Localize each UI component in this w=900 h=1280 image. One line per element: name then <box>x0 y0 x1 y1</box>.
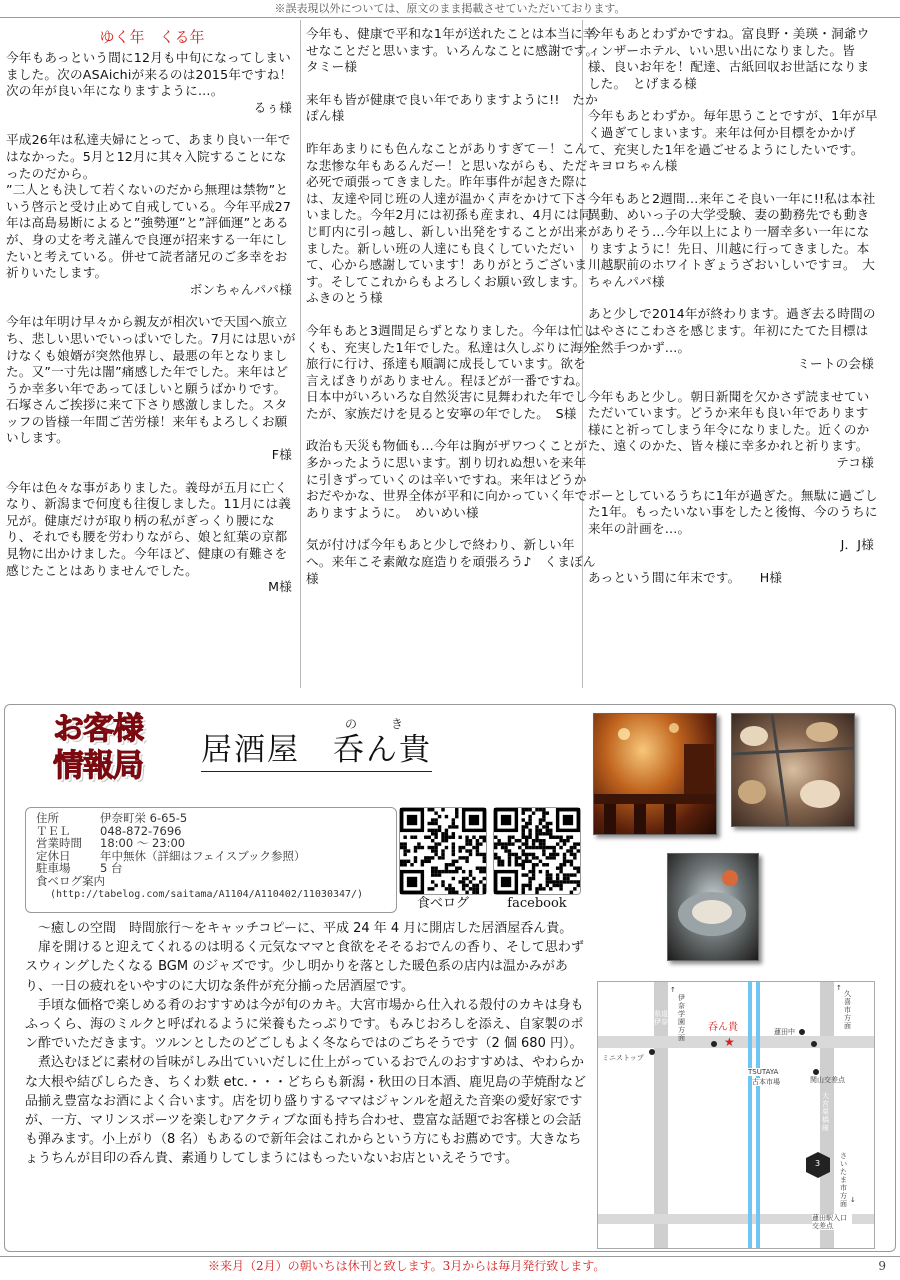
message-signature: タミー様 <box>306 59 358 75</box>
oden-pot-photo <box>731 713 855 827</box>
message-column-2 <box>306 26 598 603</box>
customer-info-logo: お客様 情報局 <box>53 711 143 784</box>
message-signature: キヨロちゃん様 <box>588 158 678 174</box>
message-signature: J．J様 <box>840 537 874 553</box>
article-paragraph: 扉を開けると迎えてくれるのは明るく元気なママと食欲をそそるおでんの香り、そして思わずスウィングしたくなる BGM のジャズです。少し明かりを落とした暖色系の店内は温かみがあり、一日の疲れをいやすのに大切な条件が充分揃った居酒屋です。 <box>25 940 584 994</box>
map-label-ministop: ミニストップ <box>602 1054 644 1062</box>
map-arrow: ↑ <box>836 984 842 992</box>
map-shop-label: 呑ん貴 <box>708 1022 738 1033</box>
map-label-intersection: 関山交差点 <box>810 1076 845 1084</box>
message-signature: テコ様 <box>836 455 874 471</box>
shop-info-box <box>25 807 397 913</box>
map-arrow: ↓ <box>850 1196 856 1204</box>
reader-message: 今年は年明け早々から親友が相次いで天国へ旅立ち、悲しい思いでいっぱいでした。7月には思いがけなくも娘婿が突然他界し、最悪の年となりました。又”一寸先は闇”痛感した年でした。来年はどうか幸多い年であってほしいと願うばかりです。石塚さんご挨拶に来て下さり感激しました。スタッフの皆様一年間ご苦労様！来年もよろしくお願いします。 F様 <box>6 314 298 463</box>
page-number: 9 <box>878 1259 886 1273</box>
reader-message: 来年も皆が健康で良い年でありますように!! たかぽん様 <box>306 91 598 124</box>
reader-message: 昨年あまりにも色んなことがありすぎて－！こんな悲惨な年もあるんだー！と思いながらも、ただ必死で頑張ってきました。昨年事件が起きた際には、友達や同じ班の人達が温かく声をかけて下さいました。今年2月には初孫も産まれ、4月には同じ町内に引っ越し、新しい出発をすることが出来ました。新しい班の人達にも良くしていただいて、心から感謝しています！ありがとうございます。そしてこれからもよろしくお願い致します。 ふきのとう様 <box>306 140 592 306</box>
message-signature: ボンちゃんパパ様 <box>189 281 292 297</box>
info-row: ＴＥＬ 048-872-7696 <box>36 823 182 838</box>
reader-message: 気が付けば今年もあと少しで終わり、新しい年へ。来年こそ素敵な庭造りを頑張ろう♪ くまぼん様 <box>306 537 596 586</box>
message-signature: M様 <box>268 579 292 595</box>
reader-message: あと少しで2014年が終わります。過ぎ去る時間のはやさにこわさを感じます。年初にたてた目標は全然手つかず…。 ミートの会様 <box>588 306 880 372</box>
message-signature: とげまる様 <box>632 75 697 91</box>
map-label-station: 蓮田駅入口交差点 <box>812 1214 852 1230</box>
reader-message: 今年もあとわずかですね。富良野・美瑛・洞爺ウィンザーホテル、いい思い出になりました。皆様、良いお年を！配達、古紙回収お世話になりました。 とげまる様 <box>588 26 870 91</box>
message-signature: めいめい様 <box>414 504 479 520</box>
column-divider <box>300 20 301 688</box>
reader-message: ボーとしているうちに1年が過ぎた。無駄に過ごした1年。もったいない事をしたと後悔、今のうちに来年の計画を…。 J．J様 <box>588 488 880 554</box>
map-shop-star-icon: ★ <box>724 1035 735 1049</box>
info-row: 定休日 年中無休（詳細はフェイスブック参照） <box>36 848 306 863</box>
message-signature: くまぼん様 <box>306 554 596 586</box>
reader-message: 今年もあと3週間足らずとなりました。今年は忙しくも、充実した1年でした。私達は久しぶりに海外旅行に行け、孫達も順調に成長しています。欲を言えばきりがありません。程ほどが一番ですね。日本中がいろいろな自然災害に見舞われた年でしたが、家族だけを見ると安寧の年でした。 S様 <box>306 322 596 421</box>
message-column-1 <box>6 26 298 612</box>
ruby-text: の <box>345 717 358 731</box>
tabelog-qr-code[interactable] <box>399 807 487 895</box>
message-signature: たかぽん様 <box>306 91 598 124</box>
message-signature: 大ちゃんパパ様 <box>588 257 876 289</box>
tabelog-url[interactable]: (http://tabelog.com/saitama/A1104/A110402/11030347/) <box>50 888 364 900</box>
map-label-school: 蓮田中 <box>774 1028 795 1036</box>
qr-label-tabelog: 食べログ <box>416 896 469 911</box>
footer-note: ※来月（2月）の朝いちは休刊と致します。3月からは毎月発行致します。 <box>208 1259 606 1273</box>
message-signature: ふきのとう様 <box>306 290 383 306</box>
section-title: ゆく年 くる年 <box>99 28 205 46</box>
facebook-qr-code[interactable] <box>493 807 581 895</box>
header-note: ※誤表現以外については、原文のまま掲載させていただいております。 <box>0 0 900 18</box>
map-label-market: 古本市場 <box>752 1078 780 1086</box>
message-column-3 <box>588 26 880 603</box>
reader-message: 今年は色々な事がありました。義母が五月に亡くなり、新潟まで何度も往復しました。11月には義兄が。健康だけが取り柄の私がぎっくり腰になり、それでも腰を労わりながら、娘と紅葉の京都見物に出かけました。今年ほど、健康の有難さを感じたことはありませんでした。 M様 <box>6 480 298 596</box>
reader-message: 今年もあとわずか。毎年思うことですが、1年が早く過ぎてしまいます。来年は何か目標をかかげて、充実した1年を過ごせるようにしたいです。 キヨロちゃん様 <box>588 108 878 174</box>
message-signature: るぅ様 <box>253 99 292 115</box>
map-road-label: 県道伊奈 <box>654 1010 668 1026</box>
map-direction-label: 伊奈学園方面 <box>678 994 685 1042</box>
map-road-label: 大宮栗橋線 <box>822 1092 829 1132</box>
article-paragraph: ～癒しの空間 時間旅行～をキャッチコピーに、平成 24 年 4 月に開店した居酒屋呑ん貴。 <box>38 921 573 936</box>
shop-article <box>25 919 591 1169</box>
reader-message: 政治も天災も物価も…今年は胸がザワつくことが多かったように思います。割り切れぬ想いを来年に引きずっていくのは辛いですね。来年はどうかおだやかな、世界全体が平和に向かっていく年でありますように。 めいめい様 <box>306 438 588 520</box>
map-direction-label: さいたま市方面 <box>840 1152 847 1208</box>
info-row: 住所 伊奈町栄 6-65-5 <box>36 811 188 825</box>
customer-info-feature <box>4 704 896 1252</box>
map-direction-label: 久喜市方面 <box>844 990 851 1030</box>
article-paragraph: 煮込むほどに素材の旨味がしみ出ていいだしに仕上がっているおでんのおすすめは、やわらかな大根や結びしらたき、ちくわ麩 etc.・・・どちらも新潟・秋田の日本酒、鹿児島の芋焼酎など品揃え豊富なお酒によく合います。店を切り盛りするママはジャンルを超えた音楽の愛好家ですが、一方、マリンスポーツを楽しむアクティブな面も持ち合わせ、豊富な話題でお客様との会話も弾みます。小上がり（8 名）もあるので新年会はこれからという方にもお薦めです。大きなちょうちんが目印の呑ん貴、素通りしてしまうにはもったいないお店といえそうです。 <box>25 1055 586 1167</box>
reader-message: 今年もあと少し。朝日新聞を欠かさず読ませていただいています。どうか来年も良い年であります様にと祈ってしまう年令になりました。近くのかた、遠くのかた、皆々様に幸多かれと祈ります。 テコ様 <box>588 389 880 472</box>
info-row: 駐車場 5 台 <box>36 861 123 876</box>
map-label-tsutaya: TSUTAYA <box>748 1068 779 1076</box>
info-row: 食ベログ案内 <box>36 873 105 888</box>
ruby-text: き <box>391 717 404 731</box>
oyster-photo <box>667 853 759 961</box>
reader-message: 今年も、健康で平和な1年が送れたことは本当に幸せなことだと思います。いろんなことに感謝です。 タミー様 <box>306 26 596 75</box>
reader-message: あっという間に年末です。 H様 <box>588 570 783 586</box>
message-signature: F様 <box>271 447 292 463</box>
article-paragraph: 手頃な価格で楽しめる肴のおすすめは今が旬のカキ。大宮市場から仕入れる殻付のカキは身もふっくら、海のミルクと呼ばれるように栄養もたっぷりです。もみじおろしを添え、自家製のポン酢でいただきます。ツルンとしたのどごしもよく冬ならではのごちそうです（2 個 680 円）。 <box>25 997 584 1052</box>
shop-name: 居酒屋 呑ん貴 <box>201 731 432 772</box>
message-signature: ミートの会様 <box>797 356 874 372</box>
message-signature: S様 <box>555 405 577 421</box>
bar-interior-photo <box>593 713 717 835</box>
info-row: 営業時間 18:00 ～ 23:00 <box>36 836 186 851</box>
reader-message: 今年もあと2週間…来年こそ良い一年に!!私は本社異動、めいっ子の大学受験、妻の勤務先でも動きがありそう…今年以上により一層幸多い一年になりますように！先日、川越に行ってきました。本川越駅前のホワイトぎょうざおいしいですヨ。 大ちゃんパパ様 <box>588 190 876 289</box>
reader-message: 今年もあっという間に12月も中旬になってしまいました。次のASAichiが来るのは2015年ですね！次の年が良い年になりますように…。 るぅ様 <box>6 50 298 116</box>
route-number-icon: 3 <box>815 1159 821 1168</box>
reader-message: 平成26年は私達夫婦にとって、あまり良い一年ではなかった。5月と12月に其々入院することになったのだから。 ”二人とも決して若くないのだから無理は禁物”という啓示と受け止めて自戒している。今年平成27年は高島易断によると”強勢運”と”評価運”とあるが、身の丈を考え謹んで良運が招来する一年にしたいと考えている。併せて読者諸兄のご多幸をお祈りいたします。 ボンちゃんパパ様 <box>6 132 298 298</box>
qr-label-facebook: facebook <box>507 896 567 911</box>
map-arrow: ↑ <box>670 986 676 994</box>
access-map <box>597 981 875 1249</box>
footer <box>0 1256 900 1276</box>
message-signature: H様 <box>759 570 783 586</box>
reader-messages <box>0 20 900 688</box>
